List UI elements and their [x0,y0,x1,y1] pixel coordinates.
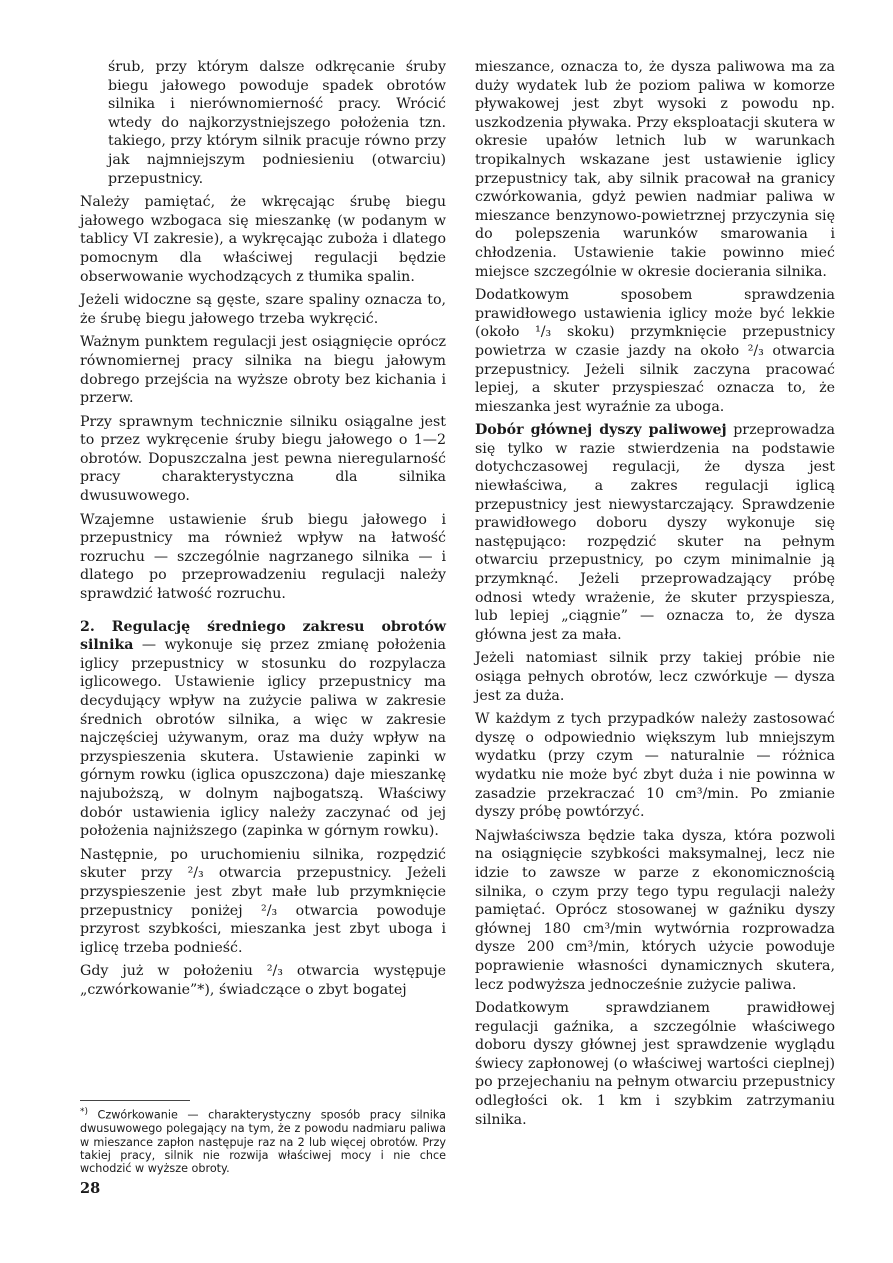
paragraph-right-4: Jeżeli natomiast silnik przy takiej próbie nie osiąga pełnych obrotów, lecz czwórkuje — dysza jest za duża. [475,650,835,704]
left-column [80,58,446,1005]
paragraph-right-7: Dodatkowym sprawdzianem prawidłowej regulacji gaźnika, a szczególnie właściwego doboru dyszy głównej jest sprawdzenie wyglądu świecy zapłonowej (o właściwej wartości cieplnej) po przejechaniu na pełnym otwarciu przepustnicy odległości ok. 1 km i szybkim zatrzymaniu silnika. [475,1000,835,1128]
paragraph-left-1: śrub, przy którym dalsze odkręcanie śruby biegu jałowego powoduje spadek obrotów silnika i nierównomierność pracy. Wrócić wtedy do najkorzystniejszego położenia tzn. takiego, przy którym silnik pracuje równo przy jak najmniejszym podniesieniu (otwarciu) przepustnicy. [108,59,446,187]
paragraph-right-3 [475,421,835,644]
paragraph-left-8: Następnie, po uruchomieniu silnika, rozpędzić skuter przy ²/₃ otwarcia przepustnicy. Jeżeli przyspieszenie jest zbyt małe lub przymknięcie przepustnicy poniżej ²/₃ otwarcia powoduje przyrost szybkości, mieszanka jest zbyt uboga i iglicę trzeba podnieść. [80,846,446,956]
page-number: 28 [80,1180,101,1197]
section-2-paragraph [80,618,446,841]
paragraph-right-2: Dodatkowym sposobem sprawdzenia prawidłowego ustawienia iglicy może być lekkie (około ¹/₃ skoku) przymknięcie przepustnicy powietrza w czasie jazdy na około ²/₃ otwarcia przepustnicy. Jeżeli silnik zaczyna pracować lepiej, a skuter przyspieszać oznacza to, że mieszanka jest wyraźnie za uboga. [475,287,835,415]
paragraph-left-3: Jeżeli widoczne są gęste, szare spaliny oznacza to, że śrubę biegu jałowego trzeba wykręcić. [80,292,446,327]
paragraph-left-5: Przy sprawnym technicznie silniku osiągalne jest to przez wykręcenie śruby biegu jałowego o 1—2 obrotów. Dopuszczalna jest pewna nieregularność pracy charakterystyczna dla silnika dwusuwowego. [80,413,446,505]
footnote-divider [80,1100,190,1101]
paragraph-left-6: Wzajemne ustawienie śrub biegu jałowego i przepustnicy ma również wpływ na łatwość rozruchu — szczególnie nagrzanego silnika — i dlatego po przeprowadzeniu regulacji należy sprawdzić łatwość rozruchu. [80,511,446,603]
footnote-marker: *) [80,1107,89,1117]
main-jet-heading: Dobór głównej dyszy paliwowej [475,422,727,439]
paragraph-right-6: Najwłaściwsza będzie taka dysza, która pozwoli na osiągnięcie szybkości maksymalnej, lecz nie idzie to zawsze w parze z ekonomicznością silnika, o czym przy tego typu regulacji należy pamiętać. Oprócz stosowanej w gaźniku dyszy głównej 180 cm³/min wytwórnia rozprowadza dysze 200 cm³/min, których użycie powoduje poprawienie własności dynamicznych skutera, lecz podwyższa jednocześnie zużycie paliwa. [475,827,835,993]
paragraph-left-9: Gdy już w położeniu ²/₃ otwarcia występuje „czwórkowanie”*), świadczące o zbyt bogatej [80,963,446,998]
paragraph-left-4: Ważnym punktem regulacji jest osiągnięcie oprócz równomiernej pracy silnika na biegu jałowym dobrego przejścia na wyższe obroty bez kichania i przerw. [80,334,446,407]
paragraph-right-5: W każdym z tych przypadków należy zastosować dyszę o odpowiednio większym lub mniejszym wydatku (przy czym — naturalnie — różnica wydatku nie może być zbyt duża i nie powinna w zasadzie przekraczać 10 cm³/min. Po zmianie dyszy próbę powtórzyć. [475,711,835,821]
main-jet-text: przeprowadza się tylko w razie stwierdzenia na podstawie dotychczasowej regulacji, że dysza jest niewłaściwa, a zakres regulacji iglicą przepustnicy jest niewystarczający. Sprawdzenie prawidłowego doboru dyszy wykonuje się następująco: rozpędzić skuter na pełnym otwarciu przepustnicy, po czym minimalnie ją przymknąć. Jeżeli przeprowadzający próbę odnosi wtedy wrażenie, że skuter przyspiesza, lub lepiej „ciągnie” — oznacza to, że dysza główna jest za mała. [475,422,835,643]
footnote-text: Czwórkowanie — charakterystyczny sposób pracy silnika dwusuwowego polegający na tym, że z powodu nadmiaru paliwa w mieszance zapłon następuje raz na 2 lub więcej obrotów. Przy takiej pracy, silnik nie rozwija właściwej mocy i nie chce wchodzić w wyższe obroty. [80,1108,446,1176]
footnote [80,1106,446,1176]
paragraph-right-1: mieszance, oznacza to, że dysza paliwowa ma za duży wydatek lub że poziom paliwa w komorze pływakowej jest zbyt wysoki z powodu np. uszkodzenia pływaka. Przy eksploatacji skutera w okresie upałów letnich lub w warunkach tropikalnych wskazane jest ustawienie iglicy przepustnicy tak, aby silnik pracował na granicy czwórkowania, gdyż pewien nadmiar paliwa w mieszance benzynowo-powietrznej przyczynia się do polepszenia warunków smarowania i chłodzenia. Ustawienie takie powinno mieć miejsce szczególnie w okresie docierania silnika. [475,59,835,280]
section-2-text: — wykonuje się przez zmianę położenia iglicy przepustnicy w stosunku do rozpylacza iglicowego. Ustawienie iglicy przepustnicy ma decydujący wpływ na zużycie paliwa w zakresie średnich obrotów silnika, a więc w zakresie najczęściej używanym, oraz ma duży wpływ na przyspieszenia skutera. Ustawienie zapinki w górnym rowku (iglica opuszczona) daje mieszankę najuboższą, w dolnym najbogatszą. Właściwy dobór ustawienia iglicy należy zaczynać od jej położenia najniższego (zapinka w górnym rowku). [80,637,446,840]
section-2-heading: 2. Regulację średniego zakresu obrotów silnika [80,618,446,654]
right-column [475,58,835,1134]
paragraph-left-2: Należy pamiętać, że wkręcając śrubę biegu jałowego wzbogaca się mieszankę (w podanym w tablicy VI zakresie), a wykręcając zuboża i dlatego pomocnym dla właściwej regulacji będzie obserwowanie wychodzących z tłumika spalin. [80,194,446,285]
